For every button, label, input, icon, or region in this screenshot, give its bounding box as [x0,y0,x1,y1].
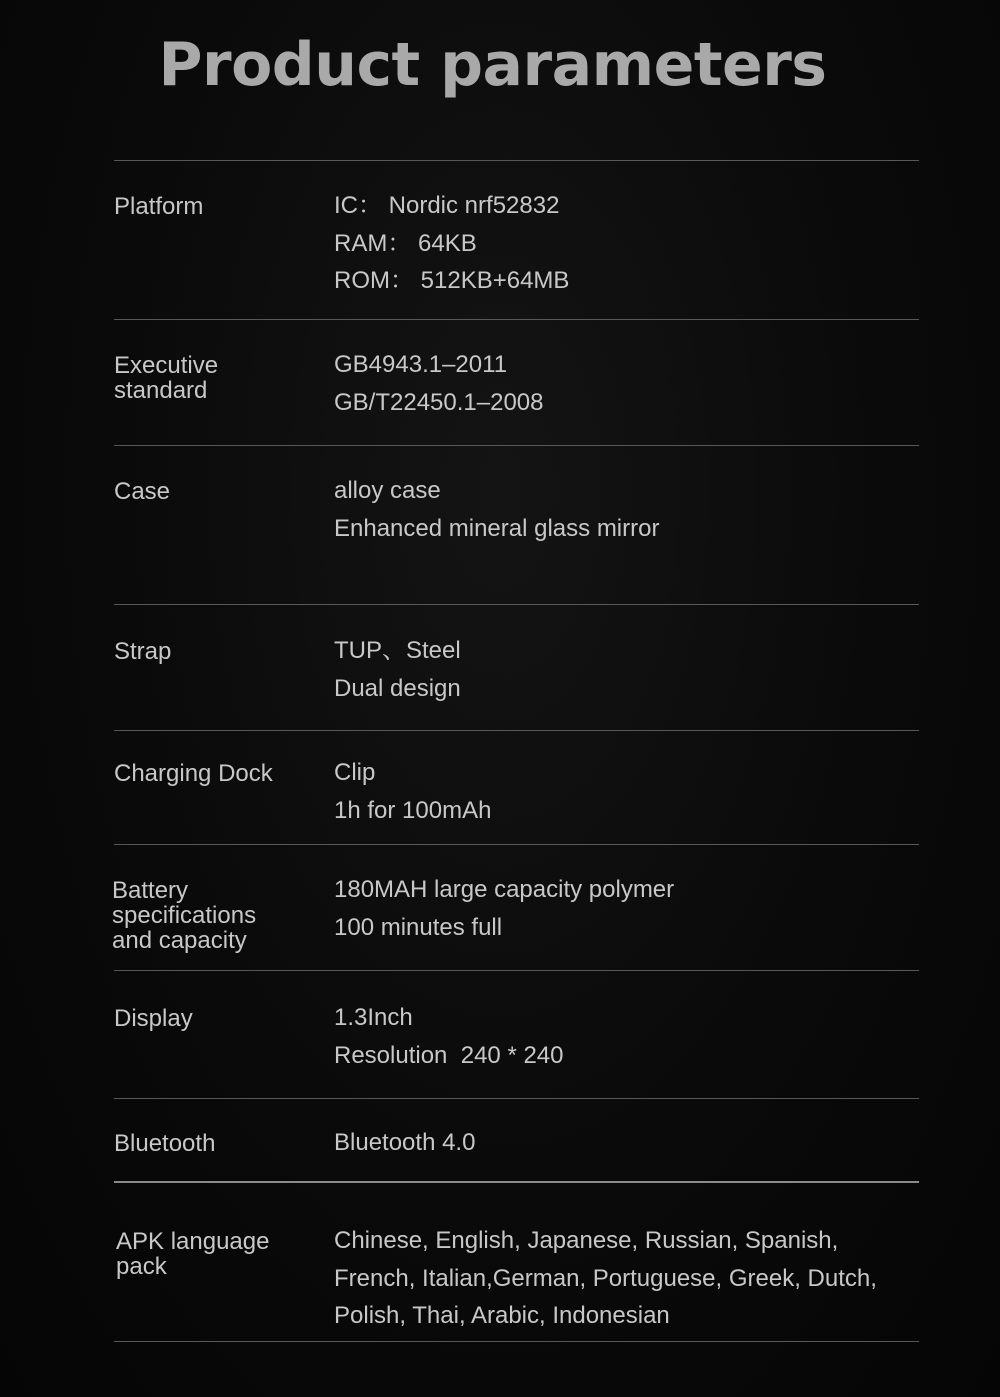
row-value-line: 180MAH large capacity polymer [334,876,675,903]
page-title: Product parameters [158,30,827,100]
row-value-line: Resolution 240 * 240 [334,1041,564,1069]
table-divider [114,970,919,971]
row-values-executive-standard [334,346,919,421]
row-value-line: Dual design [334,674,461,702]
row-label-platform: Platform [114,193,204,220]
row-values-apk-language-pack [334,1222,919,1335]
row-values-charging-dock [334,754,919,829]
row-value-line: French, Italian,German, Portuguese, Greek, Dutch, [334,1264,877,1292]
row-values-strap [334,632,919,707]
row-value-line: Bluetooth 4.0 [334,1129,476,1156]
row-values-platform [334,187,919,300]
table-divider [114,604,919,605]
row-label-bluetooth: Bluetooth [114,1130,216,1157]
row-values-battery [334,871,919,946]
row-values-case [334,472,919,547]
row-value-line: Polish, Thai, Arabic, Indonesian [334,1302,670,1329]
row-value-line: 1.3Inch [334,1004,413,1031]
row-value-line: RAM： 64KB [334,229,477,257]
row-values-bluetooth [334,1124,919,1162]
row-value-line: GB4943.1–2011 [334,351,508,378]
row-value-line: 1h for 100mAh [334,796,492,824]
table-divider [114,160,919,161]
row-label-apk-language-pack: APK language pack [116,1228,270,1280]
row-value-line: Enhanced mineral glass mirror [334,514,660,542]
row-label-charging-dock: Charging Dock [114,760,273,787]
row-value-line: 100 minutes full [334,913,503,941]
row-value-line: TUP、Steel [334,637,461,664]
row-value-line: IC： Nordic nrf52832 [334,192,560,219]
row-values-display [334,999,919,1074]
table-divider [114,1341,919,1342]
row-label-strap: Strap [114,638,172,665]
row-value-line: Chinese, English, Japanese, Russian, Spanish, [334,1227,839,1254]
table-divider [114,844,919,845]
row-value-line: GB/T22450.1–2008 [334,388,544,416]
table-divider [114,1181,919,1183]
row-label-case: Case [114,478,171,505]
row-label-battery: Battery specifications and capacity [112,877,257,954]
row-label-executive-standard: Executive standard [114,352,219,404]
row-label-display: Display [114,1005,193,1032]
table-divider [114,1098,919,1099]
row-value-line: ROM： 512KB+64MB [334,267,570,294]
table-divider [114,730,919,731]
table-divider [114,445,919,446]
row-value-line: alloy case [334,477,441,504]
table-divider [114,319,919,320]
row-value-line: Clip [334,759,376,786]
